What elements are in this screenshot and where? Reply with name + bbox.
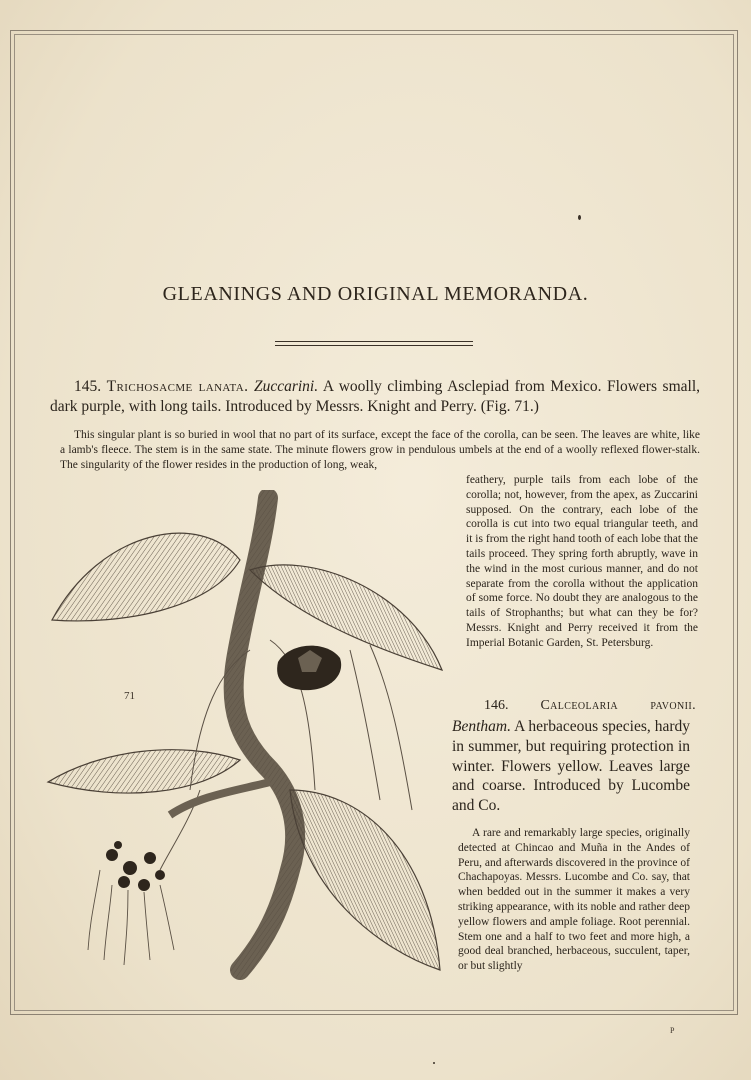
entry-intro: A herbaceous species, hardy in summer, but requiring protection in winter. Flowers yellow. Leaves large and coarse. Introduced by Lucombe and Co. bbox=[452, 718, 690, 815]
page-title: GLEANINGS AND ORIGINAL MEMORANDA. bbox=[162, 283, 589, 305]
entry-145-description: This singular plant is so buried in wool that no part of its surface, except the face of the corolla, can be seen. The leaves are white, like a lamb's fleece. The stem is in the same state. The minute flowers grow in pendulous umbels at the end of a woolly reflexed flower-stalk. The singularity of the flower resides in the production of long, weak, bbox=[60, 429, 700, 471]
figure-number: 71 bbox=[124, 690, 135, 702]
entry-146-description: A rare and remarkably large species, originally detected at Chincao and Muña in the Andes of Peru, and afterwards discovered in the province of Chachapoyas. Messrs. Lucombe and Co. say, that when bedded out in the summer it makes a very striking appearance, with its noble and rather deep yellow flowers and ample foliage. Root perennial. Stem one and a half to two feet and more high, a good deal branched, herbaceous, succulent, taper, or but slightly bbox=[458, 827, 690, 973]
species-name: Trichosacme lanata. bbox=[106, 378, 249, 395]
species-author: Bentham. bbox=[452, 718, 511, 735]
entry-146-heading-line bbox=[484, 698, 696, 714]
title-rule bbox=[275, 345, 473, 346]
entry-146-intro bbox=[452, 717, 690, 816]
trichosacme-illustration bbox=[40, 490, 450, 990]
ink-speck bbox=[578, 215, 581, 220]
title-rule bbox=[275, 341, 473, 342]
ink-speck bbox=[433, 1062, 435, 1064]
entry-145-heading bbox=[50, 377, 700, 417]
entry-intro: A woolly climbing Asclepiad from Mexico. Flowers small, dark purple, with long tails. Introduced by Messrs. Knight and Perry. (Fig. 71.) bbox=[50, 378, 701, 415]
entry-number: 146. bbox=[484, 698, 509, 713]
signature-mark: P bbox=[670, 1026, 675, 1035]
entry-145-description-column: feathery, purple tails from each lobe of the corolla; not, however, from the apex, as Zuccarini supposed. On the contrary, each lobe of the corolla is cut into two equal triangular teeth, and it is from the right hand tooth of each lobe that the tails proceed. They spring forth abruptly, wave in the wind in the most curious manner, and do not separate from the corolla without the application of some force. No doubt they are analogous to the tails of Strophanths; but what can they be for? Messrs. Knight and Perry received it from the Imperial Botanic Garden, St. Petersburg. bbox=[466, 474, 698, 649]
entry-number: 145. bbox=[74, 378, 102, 395]
species-name: Calceolaria pavonii. bbox=[540, 698, 696, 713]
species-author: Zuccarini. bbox=[253, 378, 319, 395]
